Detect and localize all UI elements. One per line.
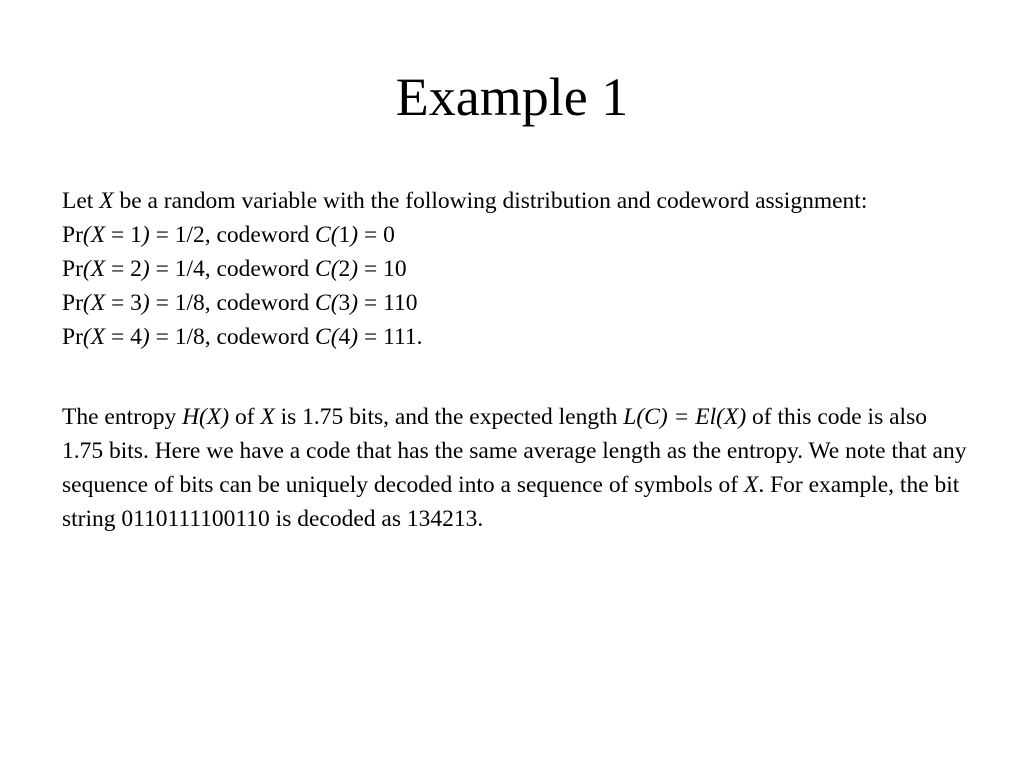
entropy-symbol: H(X) xyxy=(182,404,230,430)
intro-var: X xyxy=(99,188,114,214)
intro-post: be a random variable with the following distribution and codeword assignment: xyxy=(113,188,868,214)
pr-label: Pr xyxy=(62,290,83,316)
codeword-fn: C( xyxy=(315,290,339,316)
paren: ( xyxy=(82,256,91,282)
paragraph-gap xyxy=(62,354,967,400)
probability: = 1/8 xyxy=(149,290,205,316)
codeword-arg: 2 xyxy=(338,256,351,282)
intro-pre: Let xyxy=(62,188,100,214)
pr-label: Pr xyxy=(62,256,83,282)
paragraph-text: is 1.75 bits, and the expected length xyxy=(274,404,624,430)
pr-label: Pr xyxy=(62,222,83,248)
assignment-line-3 xyxy=(62,286,967,320)
intro-text xyxy=(62,184,967,218)
value: = 2 xyxy=(105,256,142,282)
assignment-line-2 xyxy=(62,252,967,286)
paren: ) xyxy=(141,290,150,316)
slide-body xyxy=(62,184,967,536)
codeword-value: = 0 xyxy=(358,222,395,248)
pr-label: Pr xyxy=(62,324,83,350)
codeword-fn: C( xyxy=(315,222,339,248)
paragraph-text: of this code is also 1.75 bits. Here we have a code that has the same average length as the entropy. We note that any sequence of bits can be uniquely decoded into a sequence of symbols of xyxy=(62,404,967,498)
codeword-value: = 111. xyxy=(358,324,423,350)
value: = 1 xyxy=(105,222,142,248)
explanation-paragraph xyxy=(62,400,967,536)
codeword-value: = 110 xyxy=(358,290,418,316)
paren: ) xyxy=(141,222,150,248)
paren: ) xyxy=(350,290,359,316)
paren: ( xyxy=(82,324,91,350)
expected-length-symbol: L(C) = El(X) xyxy=(623,404,747,430)
codeword-arg: 3 xyxy=(338,290,351,316)
codeword-label: , codeword xyxy=(204,290,316,316)
slide-title: Example 1 xyxy=(395,67,629,127)
var-x: X xyxy=(90,290,106,316)
var-x: X xyxy=(90,222,106,248)
var-x: X xyxy=(260,404,275,430)
codeword-arg: 4 xyxy=(338,324,351,350)
paren: ) xyxy=(141,256,150,282)
paragraph-text: of xyxy=(229,404,261,430)
paragraph-text: The entropy xyxy=(62,404,183,430)
probability: = 1/8 xyxy=(149,324,205,350)
codeword-label: , codeword xyxy=(204,256,316,282)
probability: = 1/2 xyxy=(149,222,205,248)
paren: ( xyxy=(82,290,91,316)
probability: = 1/4 xyxy=(149,256,205,282)
codeword-label: , codeword xyxy=(204,222,316,248)
paren: ) xyxy=(350,222,359,248)
paren: ) xyxy=(141,324,150,350)
assignment-line-4 xyxy=(62,320,967,354)
codeword-fn: C( xyxy=(315,324,339,350)
paren: ) xyxy=(350,256,359,282)
codeword-fn: C( xyxy=(315,256,339,282)
value: = 4 xyxy=(105,324,142,350)
codeword-value: = 10 xyxy=(358,256,407,282)
var-x: X xyxy=(90,324,106,350)
assignment-line-1 xyxy=(62,218,967,252)
codeword-arg: 1 xyxy=(338,222,351,248)
var-x: X xyxy=(743,472,759,498)
codeword-label: , codeword xyxy=(204,324,316,350)
value: = 3 xyxy=(105,290,142,316)
paren: ) xyxy=(350,324,359,350)
var-x: X xyxy=(90,256,106,282)
paren: ( xyxy=(82,222,91,248)
paragraph-text: . For example, the bit string 0110111100110 is decoded as 134213. xyxy=(62,472,960,532)
